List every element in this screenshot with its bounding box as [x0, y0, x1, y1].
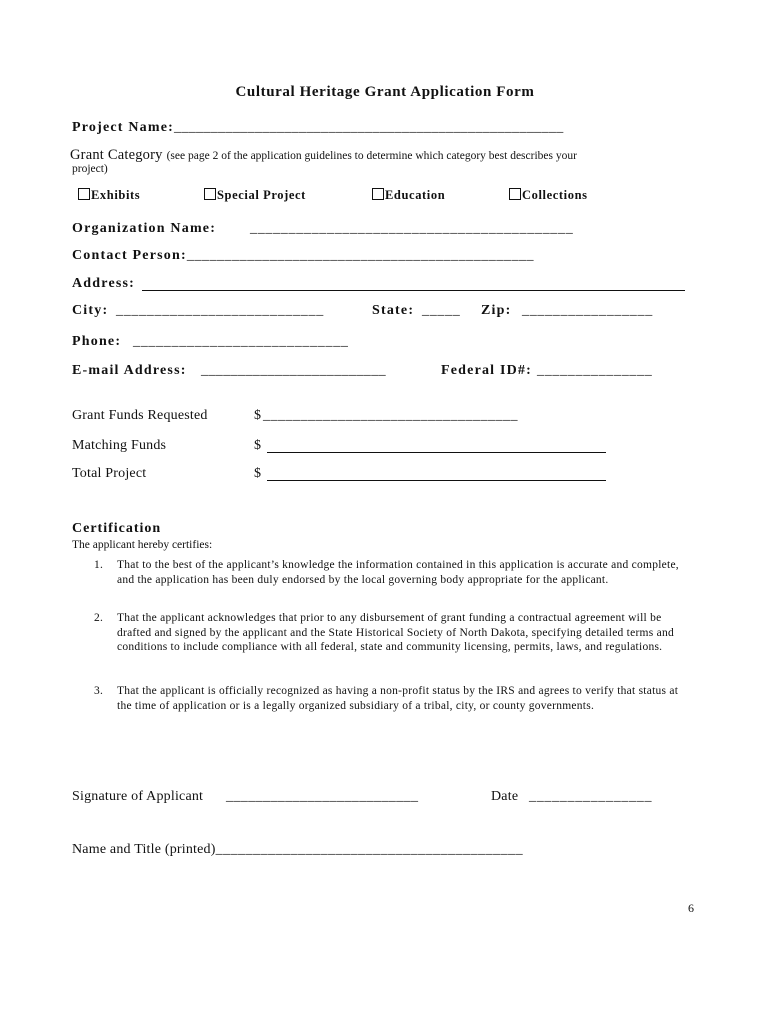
exhibits-label: Exhibits [91, 188, 141, 202]
matching-funds-currency: $ [254, 438, 262, 453]
state-label: State: [372, 303, 415, 318]
project-name-field[interactable]: _____________________________________________________ [174, 120, 564, 135]
printed-name-row [72, 842, 523, 858]
address-field[interactable] [142, 276, 685, 291]
phone-label: Phone: [72, 334, 122, 349]
date-field[interactable]: ________________ [529, 789, 653, 804]
certification-intro: The applicant hereby certifies: [72, 539, 213, 551]
email-field[interactable]: _________________________ [201, 363, 386, 378]
certification-heading: Certification [72, 521, 162, 536]
category-option-special-project[interactable] [204, 186, 306, 204]
zip-field[interactable]: _________________ [522, 303, 653, 318]
collections-checkbox[interactable] [509, 188, 521, 200]
special-project-checkbox[interactable] [204, 188, 216, 200]
certification-item-number: 3. [94, 685, 104, 697]
state-field[interactable]: _____ [422, 303, 461, 318]
education-checkbox[interactable] [372, 188, 384, 200]
total-project-currency: $ [254, 466, 262, 481]
collections-label: Collections [522, 188, 588, 202]
federal-id-field[interactable]: _______________ [537, 363, 653, 378]
signature-label: Signature of Applicant [72, 789, 204, 804]
category-option-exhibits[interactable] [78, 186, 140, 204]
grant-funds-label: Grant Funds Requested [72, 408, 208, 423]
matching-funds-field[interactable] [267, 440, 606, 453]
organization-label: Organization Name: [72, 221, 217, 236]
federal-id-label: Federal ID#: [441, 363, 532, 378]
certification-item-text: That the applicant acknowledges that prior to any disbursement of grant funding a contractual agreement will be drafted and signed by the applicant and the State Historical Society of North Dakota, specifying detailed terms and conditions to include compliance with all federal, state and community licensing, permits, laws, and regulations. [117, 612, 674, 654]
printed-name-label: Name and Title (printed) [72, 842, 216, 857]
date-label: Date [491, 789, 519, 804]
total-project-field[interactable] [267, 468, 606, 481]
certification-item [94, 684, 694, 713]
printed-name-field[interactable]: _________________________________________ [215, 842, 524, 857]
city-label: City: [72, 303, 109, 318]
certification-item [94, 611, 694, 655]
page-number: 6 [688, 901, 694, 915]
organization-field[interactable]: __________________________________________ [250, 221, 574, 236]
form-title: Cultural Heritage Grant Application Form [235, 84, 535, 100]
category-option-collections[interactable] [509, 186, 588, 204]
contact-field[interactable]: ______________________________________________ [186, 248, 535, 263]
contact-row [72, 248, 534, 264]
project-name-label: Project Name: [72, 120, 175, 135]
education-label: Education [385, 188, 446, 202]
address-label: Address: [72, 276, 136, 291]
city-field[interactable]: ___________________________ [116, 303, 324, 318]
grant-funds-currency: $ [254, 408, 262, 423]
certification-item [94, 558, 694, 587]
grant-category-label: Grant Category [70, 147, 163, 163]
certification-item-number: 2. [94, 612, 104, 624]
exhibits-checkbox[interactable] [78, 188, 90, 200]
grant-category-note-cont: project) [72, 163, 108, 175]
contact-label: Contact Person: [72, 248, 187, 263]
grant-category-note: (see page 2 of the application guidelines to determine which category best describes your [166, 150, 577, 162]
grant-funds-field[interactable]: __________________________________ [263, 408, 518, 423]
certification-item-text: That the applicant is officially recognized as having a non-profit status by the IRS and agrees to verify that status at the time of application or is a legally organized subsidiary of a tribal, city, or county governments. [117, 685, 679, 712]
matching-funds-label: Matching Funds [72, 438, 167, 453]
zip-label: Zip: [481, 303, 512, 318]
project-name-row [72, 120, 564, 136]
category-option-education[interactable] [372, 186, 445, 204]
phone-field[interactable]: ____________________________ [133, 334, 349, 349]
signature-field[interactable]: __________________________ [226, 789, 419, 804]
certification-item-number: 1. [94, 559, 104, 571]
certification-item-text: That to the best of the applicant’s knowledge the information contained in this application is accurate and complete, and the application has been duly endorsed by the local governing body appropriate for the applicant. [117, 559, 679, 586]
email-label: E-mail Address: [72, 363, 187, 378]
grant-category-row [70, 146, 577, 164]
total-project-label: Total Project [72, 466, 147, 481]
special-project-label: Special Project [217, 188, 306, 202]
